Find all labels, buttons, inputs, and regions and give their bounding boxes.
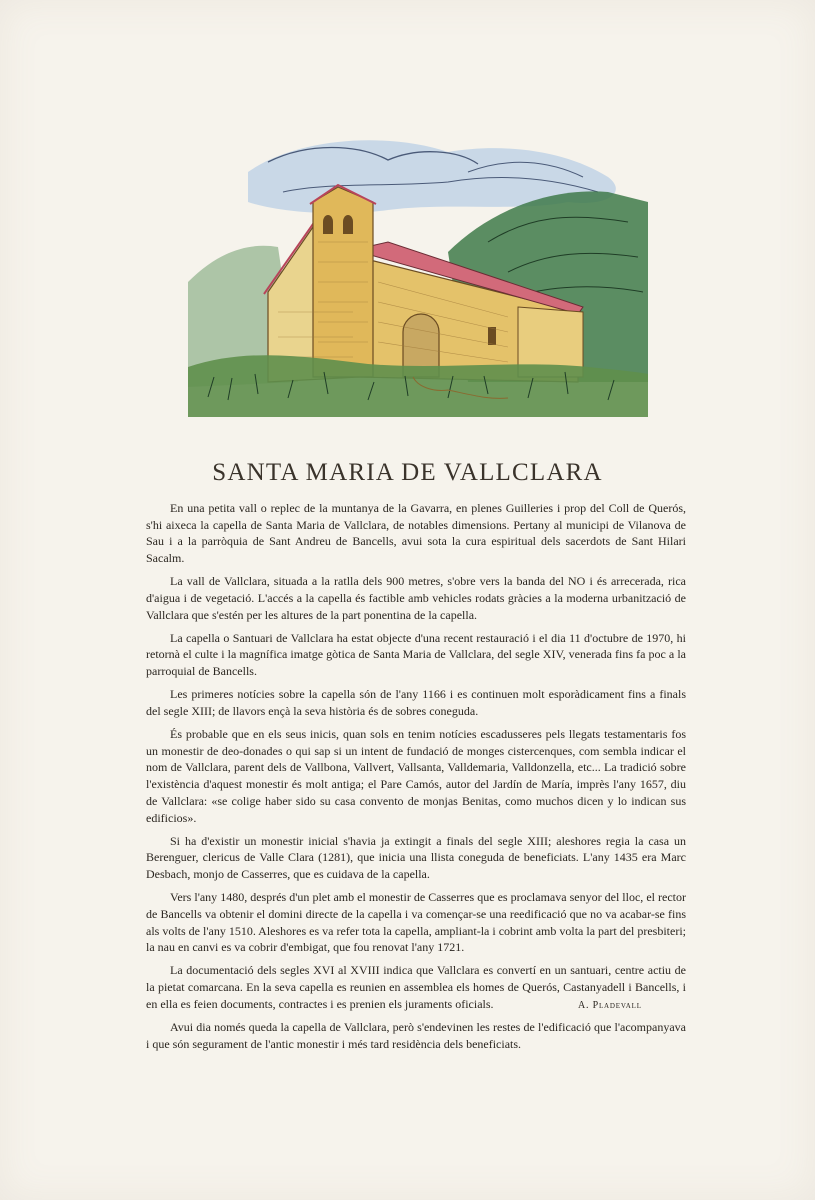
paragraph: Les primeres notícies sobre la capella són de l'any 1166 i es continuen molt esporàdicament fins a finals del segle XIII; de llavors ençà la seva història és de sobres coneguda.	[146, 687, 686, 718]
article-body	[146, 500, 686, 1059]
paragraph: La vall de Vallclara, situada a la ratlla dels 900 metres, s'obre vers la banda del NO i és arrecerada, rica d'aigua i de vegetació. L'accés a la capella és factible amb vehicles rodats gràcies a la moderna urbanització de Vallclara que s'estén per les altures de la part ponentina de la capella.	[146, 574, 686, 622]
chapel-illustration	[188, 132, 648, 417]
paragraph: En una petita vall o replec de la muntanya de la Gavarra, en plenes Guilleries i prop del Coll de Querós, s'hi aixeca la capella de Santa Maria de Vallclara, de notables dimensions. Pertany al municipi de Vilanova de Sau i a la parròquia de Sant Andreu de Bancells, avui sota la cura espiritual dels sacerdots de Sant Hilari Sacalm.	[146, 501, 686, 566]
paragraph: La documentació dels segles XVI al XVIII indica que Vallclara es convertí en un santuari, centre actiu de la pietat comarcana. En la seva capella es reunien en assemblea els homes de Querós, Castanyadell i Bancells, i en ella es feien documents, contractes i es prenien els juraments oficials.	[146, 963, 686, 1011]
paragraph: Si ha d'existir un monestir inicial s'havia ja extingit a finals del segle XIII; aleshores regia la casa un Berenguer, clericus de Valle Clara (1281), que inicia una llista coneguda de beneficiats. L'any 1435 era Marc Desbach, monjo de Casserres, que es cuidava de la capella.	[146, 833, 686, 882]
page-title: SANTA MARIA DE VALLCLARA	[212, 458, 603, 486]
paragraph: Avui dia només queda la capella de Vallclara, però s'endevinen les restes de l'edificació que l'acompanyava i que són segurament de l'antic monestir i més tard residència dels beneficiats.	[146, 1019, 686, 1051]
chapel-watercolor-icon	[188, 132, 648, 417]
author-name: A. Pladevall	[578, 1000, 642, 1011]
paragraph: La capella o Santuari de Vallclara ha estat objecte d'una recent restauració i el dia 11 d'octubre de 1970, hi retornà el culte i la magnífica imatge gòtica de Santa Maria de Vallclara, del segle XIV, venerada fins fa poc a la parroquial de Bancells.	[146, 630, 686, 679]
paragraph: Vers l'any 1480, després d'un plet amb el monestir de Casserres que es proclamava senyor del lloc, el rector de Bancells va obtenir el domini directe de la capella i va començar-se una reedificació que no va acabar-se fins als volts de l'any 1510. Aleshores es va refer tota la capella, ampliant-la i cobrint amb volta la part del presbiteri; la nau en canvi es va cobrir d'embigat, que fou renovat l'any 1721.	[146, 890, 686, 955]
paragraph: És probable que en els seus inicis, quan sols en tenim notícies escadusseres pels llegats testamentaris fos un monestir de deo-donades o qui sap si un intent de fundació de monges cistercenques, com sembla indicar el nom de Vallclara, parent dels de Vallbona, Vallvert, Vallsanta, Valldemaria, Valldonzella, etc... La tradició sobre l'existència d'aquest monestir és molt antiga; el Pare Camós, autor del Jardín de María, imprès l'any 1657, diu de Vallclara: «se colige haber sido su casa convento de monjas Benitas, como muchos dicen y lo indican sus edificios».	[146, 727, 686, 825]
author-signature	[578, 1000, 642, 1011]
